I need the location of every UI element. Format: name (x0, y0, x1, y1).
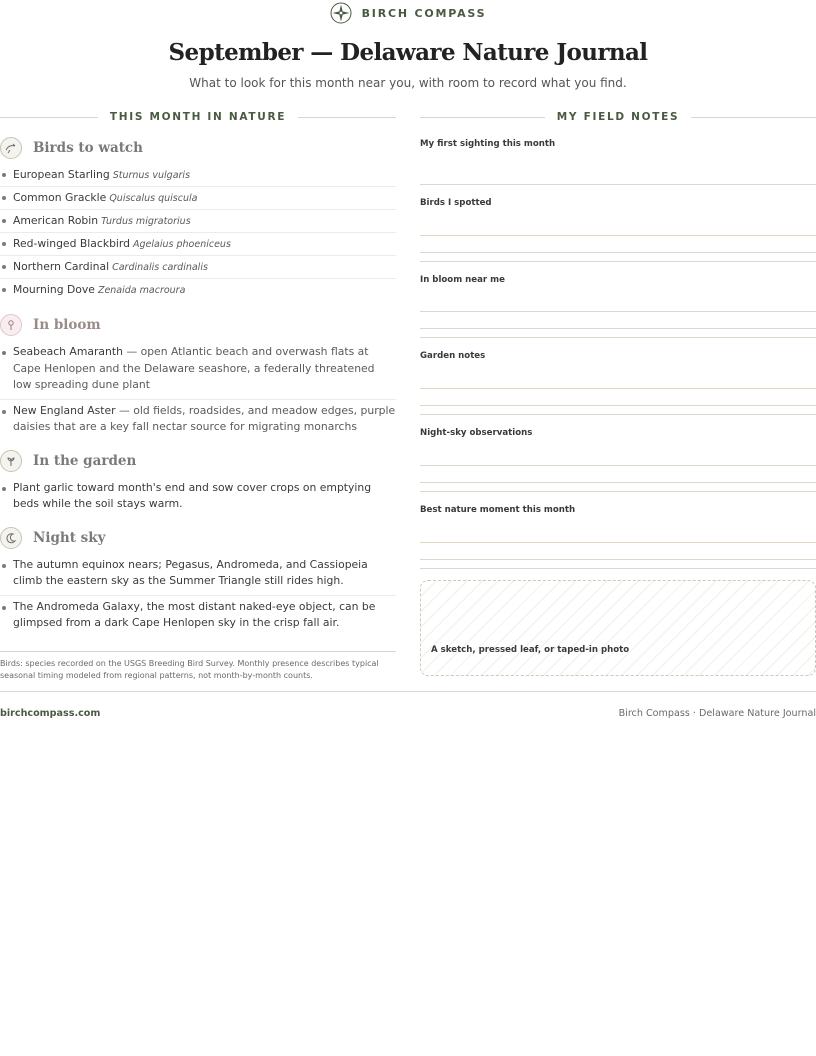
writing-line[interactable] (420, 184, 816, 185)
bloom-item (0, 400, 396, 441)
bird-scientific-name: Quiscalus quiscula (109, 193, 198, 204)
bird-name: Northern Cardinal (13, 260, 110, 273)
field-first-sighting (420, 130, 816, 193)
field-night-sky (420, 424, 816, 501)
brand-name: BIRCH COMPASS (361, 6, 487, 20)
writing-line[interactable] (420, 491, 816, 492)
field-label: In bloom near me (420, 275, 505, 285)
field-label: My first sighting this month (420, 139, 556, 149)
page-title: September — Delaware Nature Journal (168, 39, 648, 66)
garden-category (0, 449, 396, 473)
bird-item (0, 210, 396, 233)
writing-line[interactable] (420, 465, 816, 466)
sky-category (0, 526, 396, 550)
plant-name: Seabeach Amaranth (13, 345, 123, 358)
brand-header (0, 0, 816, 26)
field-in-bloom (420, 270, 816, 347)
source-footnote: Birds: species recorded on the USGS Breeding Bird Survey. Monthly presence describes typical seasonal timing modeled from regional patterns, not month-by-month counts. (0, 651, 396, 683)
bird-scientific-name: Cardinalis cardinalis (112, 262, 208, 273)
writing-line[interactable] (420, 414, 816, 415)
bird-name: European Starling (13, 168, 110, 181)
writing-line[interactable] (420, 337, 816, 338)
writing-line[interactable] (420, 405, 816, 406)
field-garden-notes (420, 347, 816, 424)
nature-column (0, 130, 396, 683)
sprout-icon (0, 450, 22, 472)
bird-scientific-name: Turdus migratorius (101, 216, 191, 227)
photo-box-label: A sketch, pressed leaf, or taped-in photo (431, 645, 630, 655)
footer-credit: Birch Compass · Delaware Nature Journal (618, 708, 816, 719)
sky-title: Night sky (33, 529, 106, 546)
sky-text: The Andromeda Galaxy, the most distant naked-eye object, can be glimpsed from a dark Cape Henlopen sky in the crisp fall air. (13, 599, 376, 629)
birds-list (0, 164, 396, 301)
moon-icon (0, 527, 22, 549)
plant-name: New England Aster (13, 403, 116, 417)
writing-line[interactable] (420, 235, 816, 236)
field-best-moment (420, 501, 816, 578)
bird-scientific-name: Sturnus vulgaris (112, 170, 191, 181)
sky-list (0, 554, 396, 637)
bird-scientific-name: Agelaius phoeniceus (133, 239, 231, 250)
bloom-title: In bloom (33, 317, 101, 333)
bird-icon (0, 137, 22, 159)
plant-description: — open Atlantic beach and overwash flats at Cape Henlopen and the Delaware seashore, a federally threatened low spreading dune plant (13, 345, 375, 391)
footer-divider (0, 691, 816, 692)
bird-item (0, 233, 396, 256)
field-notes-column (420, 130, 816, 578)
garden-text: Plant garlic toward month's end and sow cover crops on emptying beds while the soil stays warm. (13, 480, 372, 510)
garden-title: In the garden (33, 452, 137, 469)
notes-heading-label: MY FIELD NOTES (556, 111, 680, 123)
bloom-item (0, 341, 396, 400)
bird-item (0, 256, 396, 279)
field-label: Birds I spotted (420, 198, 492, 208)
sky-item (0, 596, 396, 637)
writing-line[interactable] (420, 311, 816, 312)
page-subtitle: What to look for this month near you, with room to record what you find. (189, 76, 627, 90)
field-birds-spotted (420, 193, 816, 270)
birds-category (0, 136, 396, 160)
photo-sketch-box[interactable] (420, 580, 816, 676)
field-label: Garden notes (420, 351, 486, 361)
garden-list (0, 477, 396, 518)
compass-icon (330, 2, 352, 24)
field-label: Best nature moment this month (420, 505, 576, 515)
bird-name: Red-winged Blackbird (13, 237, 131, 250)
writing-line[interactable] (420, 482, 816, 483)
writing-line[interactable] (420, 559, 816, 560)
writing-line[interactable] (420, 328, 816, 329)
garden-item (0, 477, 396, 518)
footer-site-link[interactable]: birchcompass.com (0, 708, 101, 719)
bloom-category (0, 313, 396, 337)
notes-section-heading (420, 108, 816, 126)
sky-item (0, 554, 396, 596)
bird-scientific-name: Zenaida macroura (97, 285, 186, 296)
bloom-list (0, 341, 396, 441)
writing-line[interactable] (420, 252, 816, 253)
bird-name: Mourning Dove (13, 283, 95, 296)
writing-line[interactable] (420, 542, 816, 543)
nature-heading-label: THIS MONTH IN NATURE (109, 111, 287, 123)
nature-section-heading (0, 108, 396, 126)
bird-item (0, 187, 396, 210)
bird-item (0, 279, 396, 301)
plant-description: — old fields, roadsides, and meadow edges, purple daisies that are a key fall nectar source for migrating monarchs (13, 403, 396, 433)
flower-icon (0, 314, 22, 336)
writing-line[interactable] (420, 261, 816, 262)
field-label: Night-sky observations (420, 428, 533, 438)
birds-title: Birds to watch (33, 140, 143, 156)
sky-text: The autumn equinox nears; Pegasus, Andromeda, and Cassiopeia climb the eastern sky as the Summer Triangle still rides high. (13, 557, 368, 587)
writing-line[interactable] (420, 568, 816, 569)
bird-name: Common Grackle (13, 191, 107, 204)
bird-item (0, 164, 396, 187)
bird-name: American Robin (13, 214, 99, 227)
writing-line[interactable] (420, 388, 816, 389)
